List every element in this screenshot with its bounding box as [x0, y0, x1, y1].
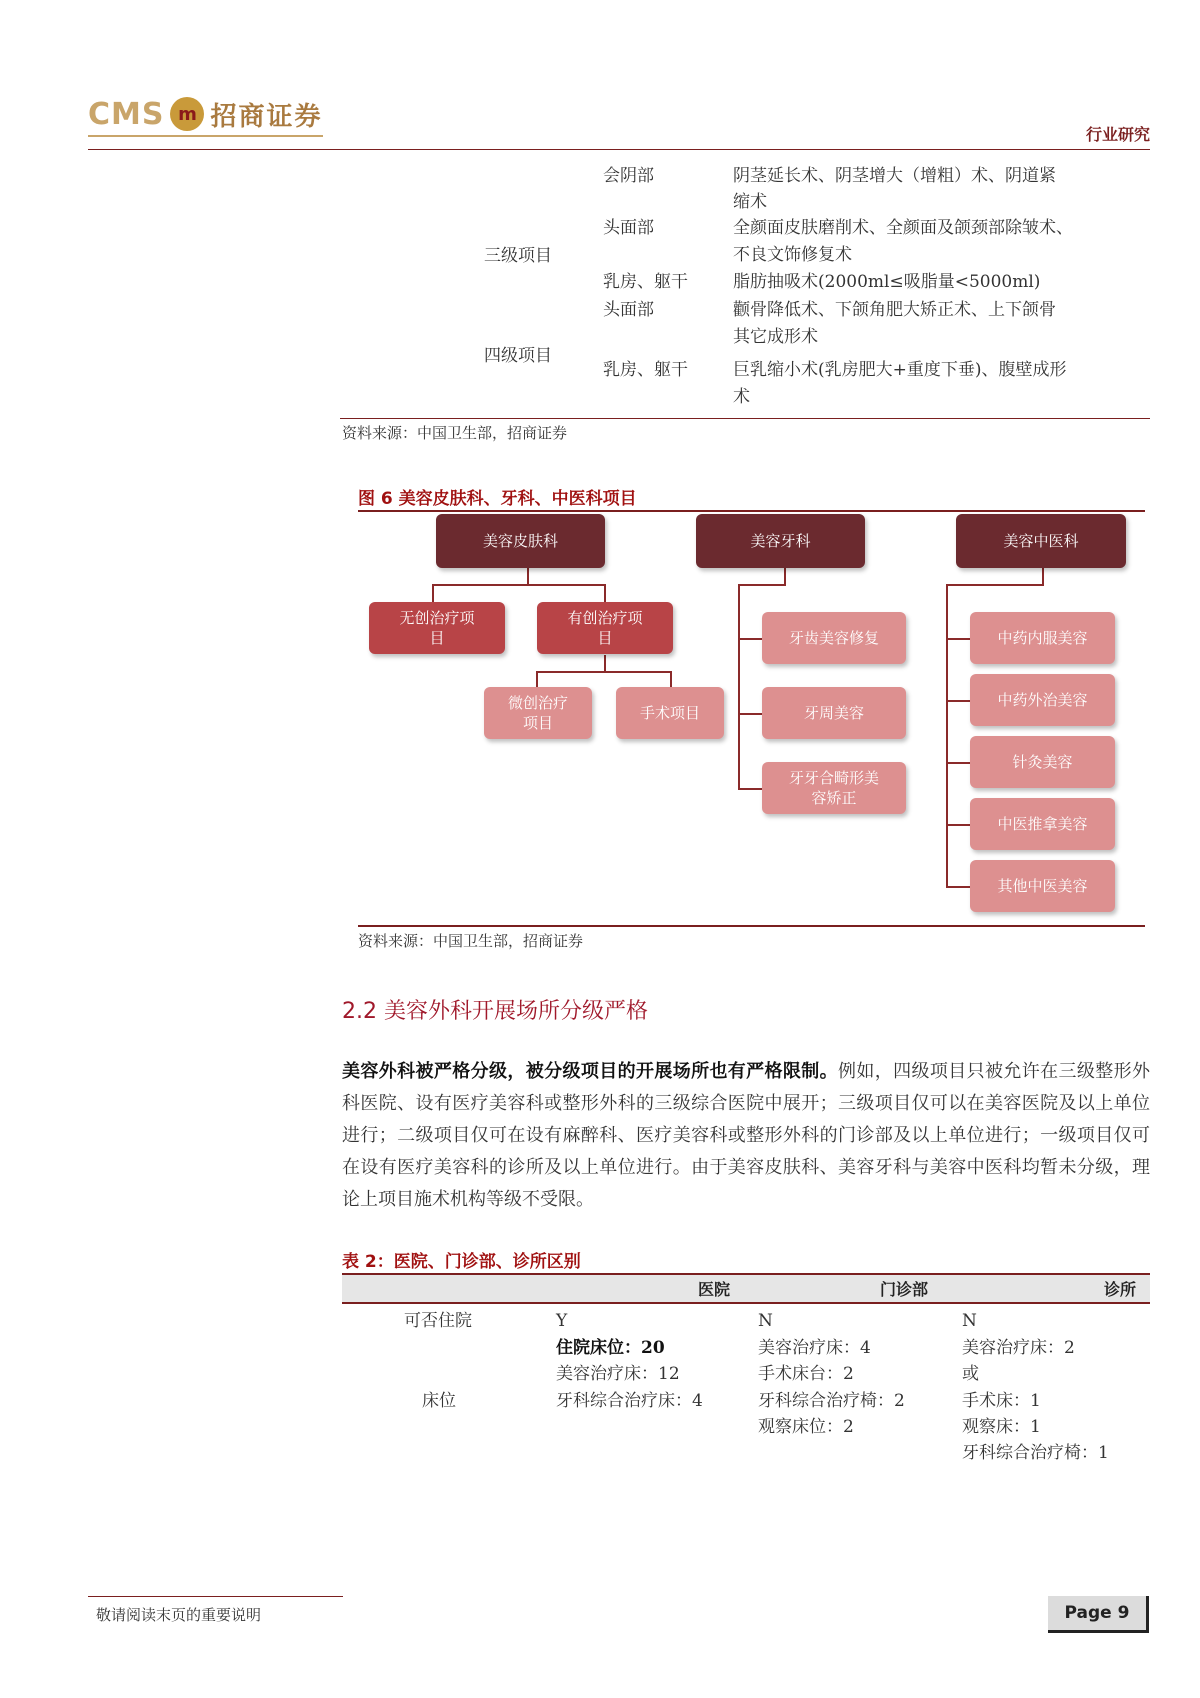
- node-periodontal: 牙周美容: [762, 687, 906, 739]
- table2-clinic-line-4: 观察床：1: [962, 1417, 1041, 1437]
- header-divider: [88, 149, 1150, 150]
- table2-header-bar: [342, 1273, 1150, 1303]
- node-invasive: 有创治疗项 目: [537, 602, 673, 654]
- node-tcm-other: 其他中医美容: [970, 860, 1115, 912]
- table1-bottom-rule: [340, 418, 1150, 419]
- node-dental: 美容牙科: [696, 514, 865, 568]
- connector: [946, 824, 970, 826]
- table2-row-label-inpatient: 可否住院: [404, 1311, 472, 1331]
- figure6-source: 资料来源：中国卫生部，招商证券: [358, 932, 584, 950]
- table2-outpatient-line-2: 手术床台：2: [758, 1364, 854, 1384]
- table1-item-4b: 其它成形术: [733, 327, 818, 347]
- logo-cms-text: CMS: [88, 96, 165, 132]
- table1-part-2: 头面部: [603, 218, 654, 238]
- table2-clinic-line-1: 美容治疗床：2: [962, 1338, 1075, 1358]
- connector: [946, 584, 1044, 586]
- connector: [1042, 568, 1044, 584]
- connector: [536, 671, 538, 687]
- company-logo: [88, 92, 323, 136]
- page-number: Page 9: [1048, 1596, 1149, 1633]
- footer-note: 敬请阅读末页的重要说明: [96, 1606, 262, 1624]
- table1-item-1b: 缩术: [733, 192, 767, 212]
- table1-item-2a: 全颜面皮肤磨削术、全颜面及颌颈部除皱术、: [733, 218, 1073, 238]
- connector: [946, 584, 948, 888]
- figure6-bottom-rule: [358, 925, 1145, 927]
- node-minimally-invasive: 微创治疗 项目: [484, 687, 592, 739]
- connector: [604, 584, 606, 602]
- table1-item-2b: 不良文饰修复术: [733, 245, 852, 265]
- table2-cell-outpatient-inpatient: N: [758, 1311, 773, 1331]
- table1-item-5a: 巨乳缩小术(乳房肥大+重度下垂)、腹壁成形: [733, 360, 1067, 380]
- table2-hospital-line-3: 牙科综合治疗床：4: [556, 1391, 703, 1411]
- table2-hospital-line-2: 美容治疗床：12: [556, 1364, 680, 1384]
- table1-part-5: 乳房、躯干: [603, 360, 688, 380]
- connector: [670, 671, 672, 687]
- table2-hospital-line-1: 住院床位：20: [556, 1338, 665, 1358]
- table2-header-clinic: 诊所: [1104, 1280, 1137, 1299]
- table1-item-1a: 阴茎延长术、阴茎增大（增粗）术、阴道紧: [733, 166, 1056, 186]
- connector: [784, 568, 786, 584]
- table2-clinic-line-5: 牙科综合治疗椅：1: [962, 1443, 1109, 1463]
- connector: [738, 638, 762, 640]
- table1-item-3a: 脂肪抽吸术(2000ml≤吸脂量<5000ml): [733, 272, 1041, 292]
- table2-clinic-line-2: 或: [962, 1364, 979, 1384]
- table1-level4: 四级项目: [484, 346, 552, 366]
- table2-title: 表 2：医院、门诊部、诊所区别: [342, 1252, 581, 1272]
- node-dermatology: 美容皮肤科: [436, 514, 605, 568]
- section-paragraph: [342, 1056, 1150, 1216]
- connector: [738, 788, 762, 790]
- connector: [432, 584, 434, 602]
- connector: [738, 584, 786, 586]
- table2-outpatient-line-1: 美容治疗床：4: [758, 1338, 871, 1358]
- connector: [432, 584, 606, 586]
- figure6-top-rule: [358, 510, 1145, 512]
- connector: [946, 700, 970, 702]
- node-tuina: 中医推拿美容: [970, 798, 1115, 850]
- table1-source: 资料来源：中国卫生部，招商证券: [342, 424, 568, 442]
- connector: [527, 568, 529, 584]
- connector: [604, 655, 606, 671]
- node-noninvasive: 无创治疗项 目: [369, 602, 505, 654]
- table2-header-outpatient: 门诊部: [880, 1280, 929, 1299]
- table2-cell-clinic-inpatient: N: [962, 1311, 977, 1331]
- table1-part-4: 头面部: [603, 300, 654, 320]
- logo-company-name: 招商证券: [210, 101, 323, 132]
- table2-cell-hospital-inpatient: Y: [556, 1311, 568, 1331]
- footer-divider: [88, 1596, 343, 1597]
- logo-mark-icon: m: [170, 97, 204, 131]
- node-tcm-external: 中药外治美容: [970, 674, 1115, 726]
- connector: [946, 886, 970, 888]
- node-surgery: 手术项目: [616, 687, 724, 739]
- paragraph-body: 例如，四级项目只被允许在三级整形外科医院、设有医疗美容科或整形外科的三级综合医院中展开；三级项目仅可以在美容医院及以上单位进行；二级项目仅可在设有麻醉科、医疗美容科或整形外科的门诊部及以上单位进行；一级项目仅可在设有医疗美容科的诊所及以上单位进行。由于美容皮肤科、美容牙科与美容中医科均暂未分级，理论上项目施术机构等级不受限。: [342, 1061, 1150, 1210]
- node-orthodontic: 牙牙合畸形美 容矫正: [762, 762, 906, 814]
- table2-outpatient-line-4: 观察床位：2: [758, 1417, 854, 1437]
- table1-item-4a: 颧骨降低术、下颌角肥大矫正术、上下颌骨: [733, 300, 1056, 320]
- table2-header-rule: [342, 1302, 1150, 1304]
- table1-level3: 三级项目: [484, 246, 552, 266]
- connector: [738, 584, 740, 790]
- logo-underline: [88, 135, 323, 137]
- connector: [536, 671, 672, 673]
- table1-part-3: 乳房、躯干: [603, 272, 688, 292]
- section-heading: 2.2 美容外科开展场所分级严格: [342, 999, 648, 1024]
- table1-item-5b: 术: [733, 387, 750, 407]
- paragraph-lead: 美容外科被严格分级，被分级项目的开展场所也有严格限制。: [342, 1061, 839, 1082]
- table2-header-hospital: 医院: [698, 1280, 731, 1299]
- table2-outpatient-line-3: 牙科综合治疗椅：2: [758, 1391, 905, 1411]
- connector: [738, 713, 762, 715]
- connector: [946, 638, 970, 640]
- table1-part-1: 会阴部: [603, 166, 654, 186]
- figure6-title: 图 6 美容皮肤科、牙科、中医科项目: [358, 489, 637, 509]
- node-dental-restoration: 牙齿美容修复: [762, 612, 906, 664]
- node-tcm-oral: 中药内服美容: [970, 612, 1115, 664]
- header-section-label: 行业研究: [1085, 125, 1150, 144]
- table2-row-label-beds: 床位: [422, 1391, 456, 1411]
- table2-clinic-line-3: 手术床：1: [962, 1391, 1041, 1411]
- connector: [946, 762, 970, 764]
- node-tcm: 美容中医科: [956, 514, 1126, 568]
- node-acupuncture: 针灸美容: [970, 736, 1115, 788]
